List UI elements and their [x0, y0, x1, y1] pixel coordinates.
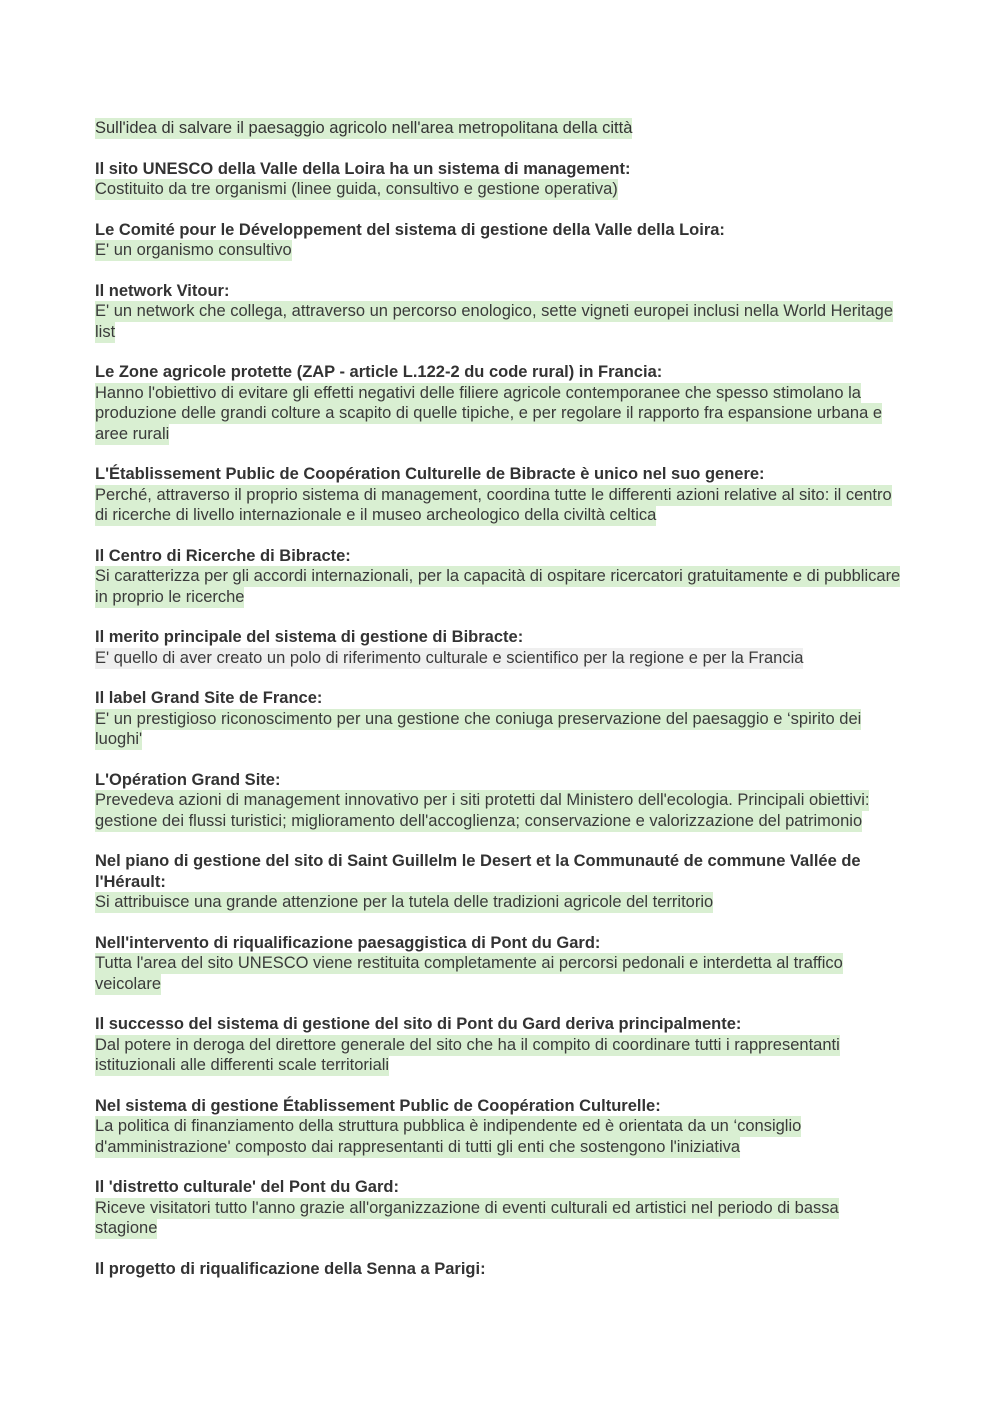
qa-item — [95, 1177, 905, 1239]
answer — [95, 566, 905, 607]
qa-item — [95, 933, 905, 995]
answer — [95, 709, 905, 750]
qa-item — [95, 362, 905, 444]
question-text: Il progetto di riqualificazione della Senna a Parigi: — [95, 1259, 486, 1278]
intro-answer — [95, 118, 905, 139]
answer — [95, 892, 905, 913]
qa-item — [95, 688, 905, 750]
qa-item — [95, 159, 905, 200]
qa-item — [95, 770, 905, 832]
answer-text: Si caratterizza per gli accordi internazionali, per la capacità di ospitare ricercatori gratuitamente e di pubblicare in proprio le ricerche — [95, 567, 901, 606]
question-text: Nel sistema di gestione Établissement Public de Coopération Culturelle: — [95, 1096, 661, 1115]
qa-item — [95, 851, 905, 913]
answer-text: E' un network che collega, attraverso un percorso enologico, sette vigneti europei inclusi nella World Heritage list — [95, 302, 894, 341]
answer — [95, 485, 905, 526]
answer-text: Tutta l'area del sito UNESCO viene restituita completamente ai percorsi pedonali e interdetta al traffico veicolare — [95, 954, 843, 993]
answer — [95, 383, 905, 445]
answer-text: Perché, attraverso il proprio sistema di management, coordina tutte le differenti azioni relative al sito: il centro di ricerche di livello internazionale e il museo archeologico della civiltà celtica — [95, 485, 892, 524]
question-text: L'Opération Grand Site: — [95, 770, 281, 789]
qa-item — [95, 546, 905, 608]
answer — [95, 179, 905, 200]
qa-item — [95, 281, 905, 343]
answer — [95, 301, 905, 342]
answer-text: Si attribuisce una grande attenzione per la tutela delle tradizioni agricole del territorio — [95, 893, 714, 911]
answer — [95, 790, 905, 831]
question-text: L'Établissement Public de Coopération Culturelle de Bibracte è unico nel suo genere: — [95, 465, 765, 483]
question-text: Nell'intervento di riqualificazione paesaggistica di Pont du Gard: — [95, 933, 601, 952]
qa-item — [95, 220, 905, 261]
qa-item — [95, 627, 905, 668]
intro-answer-text: Sull'idea di salvare il paesaggio agricolo nell'area metropolitana della città — [95, 119, 633, 137]
answer-text: Riceve visitatori tutto l'anno grazie all'organizzazione di eventi culturali ed artistici nel periodo di bassa stagione — [95, 1198, 839, 1237]
answer — [95, 1116, 905, 1157]
question-text: Il 'distretto culturale' del Pont du Gard: — [95, 1178, 399, 1196]
qa-list — [95, 159, 905, 1280]
answer-text: Prevedeva azioni di management innovativo per i siti protetti dal Ministero dell'ecologia. Principali obiettivi: gestione dei flussi turistici; miglioramento dell'accoglienza; conservazione e valorizzazione del patrimonio — [95, 791, 870, 830]
qa-item — [95, 1096, 905, 1158]
question-text: Il Centro di Ricerche di Bibracte: — [95, 546, 351, 565]
question-text: Il successo del sistema di gestione del sito di Pont du Gard deriva principalmente: — [95, 1015, 742, 1033]
answer-text: E' un organismo consultivo — [95, 241, 292, 259]
answer-text: La politica di finanziamento della struttura pubblica è indipendente ed è orientata da un ‘consiglio d'amministrazione' composto dai rappresentanti di tutti gli enti che sostengono l'iniziativa — [95, 1117, 802, 1156]
question-text: Le Zone agricole protette (ZAP - article L.122-2 du code rural) in Francia: — [95, 363, 663, 381]
answer — [95, 1198, 905, 1239]
document-page — [95, 118, 905, 1299]
qa-item — [95, 1014, 905, 1076]
question-text: Le Comité pour le Développement del sistema di gestione della Valle della Loira: — [95, 220, 725, 239]
answer — [95, 240, 905, 261]
question-text: Il network Vitour: — [95, 281, 230, 300]
answer-text: Hanno l'obiettivo di evitare gli effetti negativi delle filiere agricole contemporanee che spesso stimolano la produzione delle grandi colture a scapito di quelle tipiche, e per regolare il rapporto fra espansione urbana e aree rurali — [95, 383, 883, 443]
answer — [95, 1035, 905, 1076]
answer-text: Dal potere in deroga del direttore generale del sito che ha il compito di coordinare tutti i rappresentanti istituzionali alle differenti scale territoriali — [95, 1035, 840, 1074]
answer — [95, 953, 905, 994]
answer-text: E' un prestigioso riconoscimento per una gestione che coniuga preservazione del paesaggio e ‘spirito dei luoghi' — [95, 709, 862, 748]
question-text: Il sito UNESCO della Valle della Loira ha un sistema di management: — [95, 159, 631, 178]
answer-text: Costituito da tre organismi (linee guida, consultivo e gestione operativa) — [95, 180, 618, 198]
question-text: Il merito principale del sistema di gestione di Bibracte: — [95, 628, 524, 646]
question-text: Nel piano di gestione del sito di Saint Guillelm le Desert et la Communauté de commune Vallée de l'Hérault: — [95, 852, 861, 891]
answer — [95, 648, 905, 669]
answer-text: E' quello di aver creato un polo di riferimento culturale e scientifico per la regione e per la Francia — [95, 648, 804, 667]
question-text: Il label Grand Site de France: — [95, 689, 323, 707]
qa-item — [95, 1259, 905, 1280]
qa-item — [95, 464, 905, 526]
